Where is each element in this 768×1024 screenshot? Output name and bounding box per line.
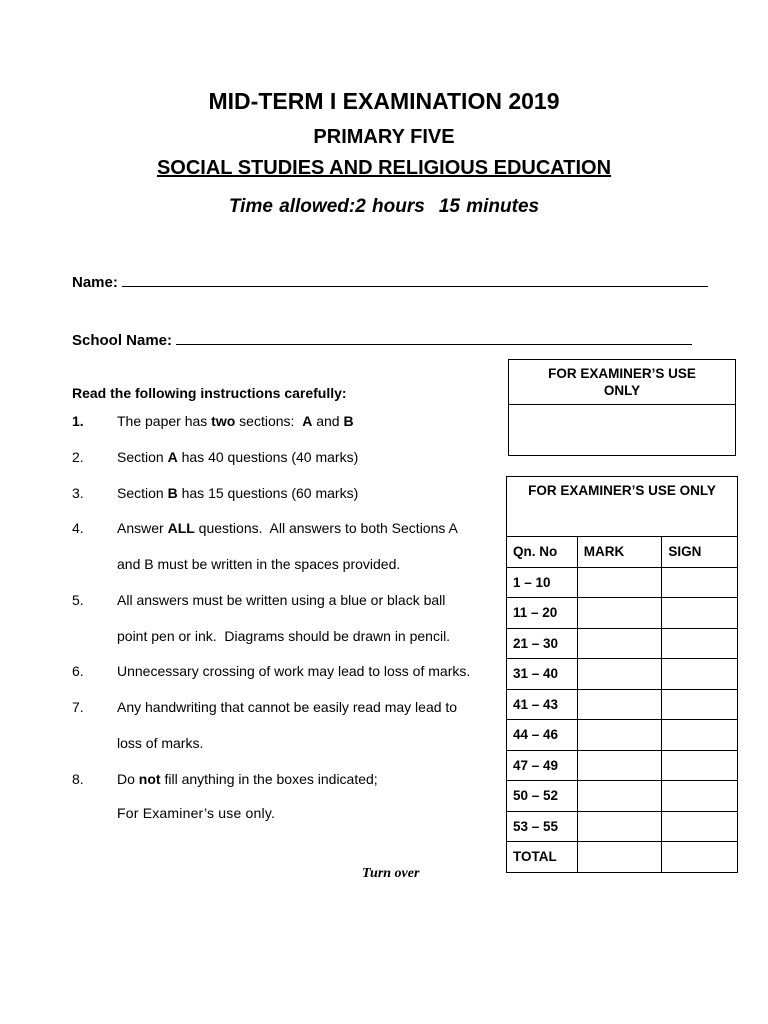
examiner-box-title-text: FOR EXAMINER’S USE ONLY — [548, 366, 696, 398]
sign-cell[interactable] — [662, 628, 738, 659]
qn-range: 53 – 55 — [507, 811, 578, 842]
instruction-5: All answers must be written using a blue or black ball — [117, 592, 446, 608]
text-part: has 40 questions (40 marks) — [177, 449, 359, 465]
instruction-4 — [117, 519, 458, 537]
text-part: Do — [117, 771, 139, 787]
examiner-box — [508, 359, 736, 456]
turn-over: Turn over — [362, 866, 420, 881]
text-bold: not — [138, 771, 161, 787]
text-bold: B — [343, 413, 354, 429]
sign-cell[interactable] — [662, 659, 738, 690]
time-minutes: 15 minutes — [438, 196, 540, 217]
text-bold: A — [167, 449, 178, 465]
qn-range: 41 – 43 — [507, 689, 578, 720]
table-row — [507, 811, 738, 842]
mark-cell[interactable] — [577, 628, 662, 659]
marks-table-title: FOR EXAMINER’S USE ONLY — [506, 476, 738, 536]
class-name: PRIMARY FIVE — [313, 126, 455, 148]
instruction-num: 3. — [72, 485, 84, 501]
text-bold: two — [211, 413, 236, 429]
instruction-5-cont: point pen or ink. Diagrams should be drawn in pencil. — [117, 628, 451, 644]
sign-cell[interactable] — [662, 811, 738, 842]
text-part: The paper has — [117, 413, 212, 429]
instruction-num: 2. — [72, 449, 84, 465]
qn-range: 31 – 40 — [507, 659, 578, 690]
instruction-num: 8. — [72, 771, 84, 787]
instruction-7-cont: loss of marks. — [117, 735, 204, 751]
table-header-row — [507, 537, 738, 568]
sign-cell[interactable] — [662, 781, 738, 812]
examiner-note: For Examiner’s use only. — [117, 805, 276, 821]
table-row — [507, 598, 738, 629]
instruction-num: 1. — [72, 413, 84, 429]
qn-range: 44 – 46 — [507, 720, 578, 751]
text-part: Answer — [117, 520, 168, 536]
subject-text: SOCIAL STUDIES AND RELIGIOUS EDUCATION — [156, 157, 612, 179]
col-qn-no: Qn. No — [507, 537, 578, 568]
examiner-box-space[interactable] — [509, 405, 735, 455]
sign-cell[interactable] — [662, 567, 738, 598]
instruction-2 — [117, 448, 358, 466]
table-row — [507, 689, 738, 720]
text-part: sections: — [235, 413, 303, 429]
text-part: Section — [117, 449, 168, 465]
instruction-7: Any handwriting that cannot be easily read may lead to — [117, 699, 458, 715]
table-row — [507, 567, 738, 598]
instruction-num: 6. — [72, 663, 84, 679]
text-part: fill anything in the boxes indicated; — [160, 771, 378, 787]
school-line[interactable] — [176, 330, 692, 345]
school-label: School Name: — [72, 332, 173, 349]
instruction-3 — [117, 484, 358, 502]
instruction-4-cont: and B must be written in the spaces provided. — [117, 556, 401, 572]
col-sign: SIGN — [662, 537, 738, 568]
exam-title: MID-TERM I EXAMINATION 2019 — [208, 88, 560, 114]
text-bold: B — [167, 485, 178, 501]
col-mark: MARK — [577, 537, 662, 568]
qn-range: 47 – 49 — [507, 750, 578, 781]
instruction-1 — [117, 412, 354, 430]
text-part: and — [312, 413, 344, 429]
examiner-box-title — [509, 360, 735, 405]
text-bold: ALL — [167, 520, 195, 536]
mark-cell[interactable] — [577, 720, 662, 751]
mark-cell[interactable] — [577, 689, 662, 720]
instruction-num: 7. — [72, 699, 84, 715]
text-part: questions. All answers to both Sections A — [194, 520, 458, 536]
mark-cell[interactable] — [577, 598, 662, 629]
mark-cell[interactable] — [577, 659, 662, 690]
marks-table — [506, 536, 738, 873]
time-allowed — [0, 196, 768, 218]
qn-range: 21 – 30 — [507, 628, 578, 659]
text-bold: A — [302, 413, 313, 429]
total-sign-cell[interactable] — [662, 842, 738, 873]
table-row-total — [507, 842, 738, 873]
time-label: Time allowed: — [228, 196, 356, 217]
sign-cell[interactable] — [662, 750, 738, 781]
name-line[interactable] — [122, 272, 708, 287]
instruction-num: 4. — [72, 520, 84, 536]
text-part: has 15 questions (60 marks) — [177, 485, 359, 501]
table-row — [507, 659, 738, 690]
name-field[interactable] — [72, 272, 708, 291]
instructions-heading: Read the following instructions carefully: — [72, 385, 347, 401]
table-row — [507, 781, 738, 812]
mark-cell[interactable] — [577, 781, 662, 812]
mark-cell[interactable] — [577, 750, 662, 781]
sign-cell[interactable] — [662, 689, 738, 720]
instruction-8 — [117, 770, 378, 788]
mark-cell[interactable] — [577, 811, 662, 842]
qn-range: 50 – 52 — [507, 781, 578, 812]
instruction-6: Unnecessary crossing of work may lead to loss of marks. — [117, 663, 471, 679]
time-hours: 2 hours — [355, 196, 425, 217]
name-label: Name: — [72, 274, 118, 291]
mark-cell[interactable] — [577, 567, 662, 598]
total-mark-cell[interactable] — [577, 842, 662, 873]
qn-range: 1 – 10 — [507, 567, 578, 598]
table-row — [507, 750, 738, 781]
table-row — [507, 720, 738, 751]
table-row — [507, 628, 738, 659]
subject-title — [0, 157, 768, 180]
sign-cell[interactable] — [662, 720, 738, 751]
school-field[interactable] — [72, 330, 692, 349]
instruction-num: 5. — [72, 592, 84, 608]
text-part: Section — [117, 485, 168, 501]
total-label: TOTAL — [507, 842, 578, 873]
qn-range: 11 – 20 — [507, 598, 578, 629]
sign-cell[interactable] — [662, 598, 738, 629]
